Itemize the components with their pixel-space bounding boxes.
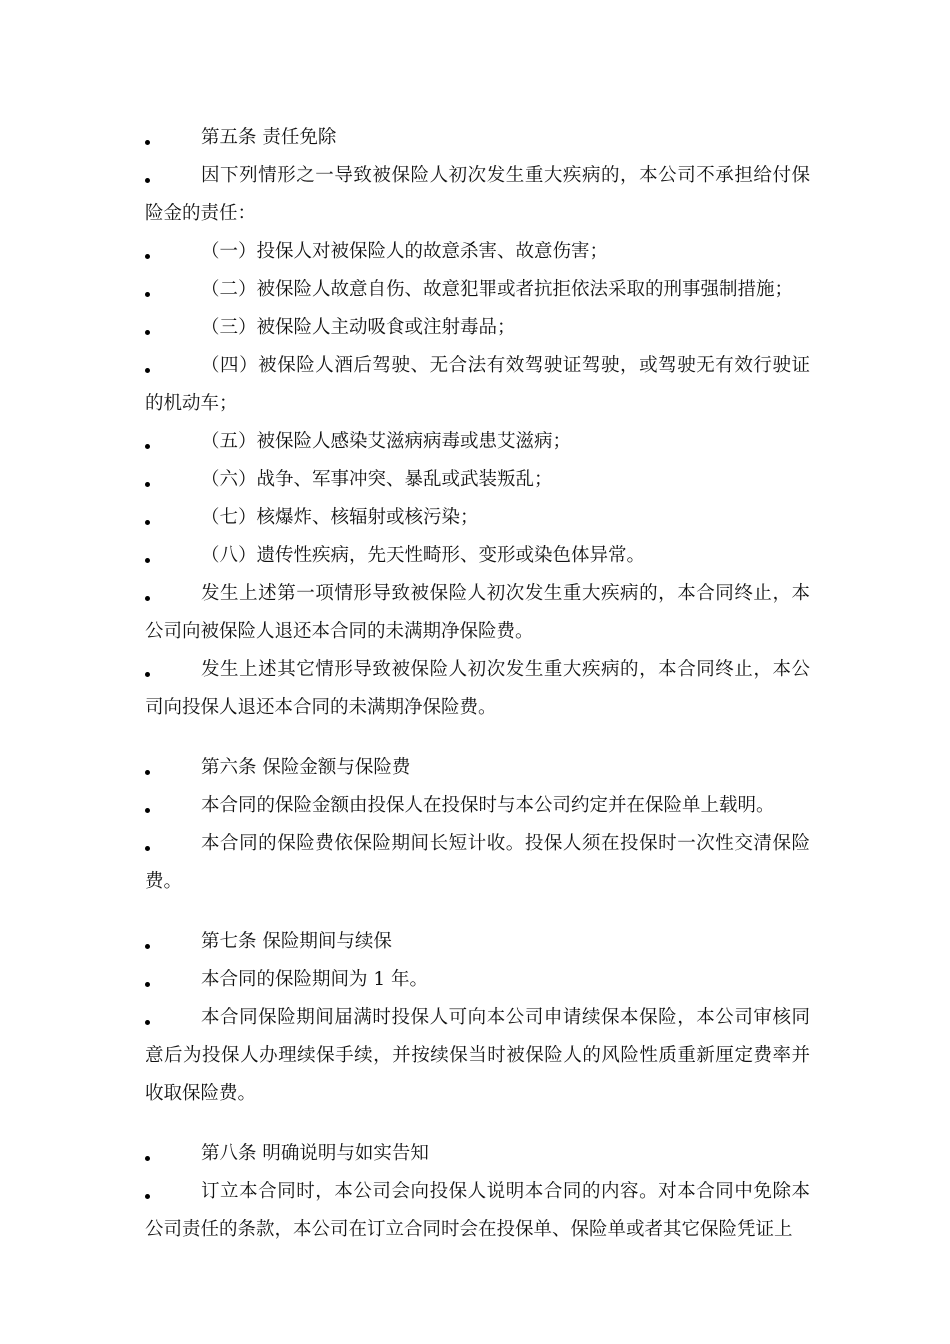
bullet-icon (145, 330, 150, 335)
list-item: （五）被保险人感染艾滋病病毒或患艾滋病； (145, 423, 810, 461)
bullet-icon (145, 178, 150, 183)
bullet-icon (145, 982, 150, 987)
paragraph: 本合同保险期间届满时投保人可向本公司申请续保本保险，本公司审核同意后为投保人办理续保手续，并按续保当时被保险人的风险性质重新厘定费率并收取保险费。 (145, 1007, 810, 1104)
bullet-icon (145, 944, 150, 949)
paragraph: 本合同的保险期间为 1 年。 (145, 961, 810, 999)
bullet-icon (145, 444, 150, 449)
list-item: （六）战争、军事冲突、暴乱或武装叛乱； (145, 461, 810, 499)
bullet-icon (145, 770, 150, 775)
bullet-icon (145, 1020, 150, 1025)
bullet-icon (145, 292, 150, 297)
bullet-icon (145, 482, 150, 487)
paragraph: 订立本合同时，本公司会向投保人说明本合同的内容。对本合同中免除本公司责任的条款，本公司在订立合同时会在投保单、保险单或者其它保险凭证上 (145, 1181, 810, 1240)
paragraph: 发生上述其它情形导致被保险人初次发生重大疾病的，本合同终止，本公司向投保人退还本合同的未满期净保险费。 (145, 659, 810, 718)
paragraph: 本合同的保险金额由投保人在投保时与本公司约定并在保险单上载明。 (145, 787, 810, 825)
list-item: （二）被保险人故意自伤、故意犯罪或者抗拒依法采取的刑事强制措施； (145, 271, 810, 309)
list-item: （一）投保人对被保险人的故意杀害、故意伤害； (145, 233, 810, 271)
paragraph: 本合同的保险费依保险期间长短计收。投保人须在投保时一次性交清保险费。 (145, 833, 810, 892)
paragraph: 因下列情形之一导致被保险人初次发生重大疾病的，本公司不承担给付保险金的责任： (145, 165, 810, 224)
bullet-icon (145, 520, 150, 525)
bullet-icon (145, 558, 150, 563)
article-6-heading: 第六条 保险金额与保险费 (145, 749, 810, 787)
article-7-heading: 第七条 保险期间与续保 (145, 923, 810, 961)
bullet-icon (145, 1194, 150, 1199)
list-item: （七）核爆炸、核辐射或核污染； (145, 499, 810, 537)
bullet-icon (145, 808, 150, 813)
paragraph: 发生上述第一项情形导致被保险人初次发生重大疾病的，本合同终止，本公司向被保险人退还本合同的未满期净保险费。 (145, 583, 810, 642)
bullet-icon (145, 672, 150, 677)
document-body (145, 119, 810, 1249)
list-item: （三）被保险人主动吸食或注射毒品； (145, 309, 810, 347)
article-8-heading: 第八条 明确说明与如实告知 (145, 1135, 810, 1173)
list-item: （四）被保险人酒后驾驶、无合法有效驾驶证驾驶，或驾驶无有效行驶证的机动车； (145, 355, 810, 414)
list-item: （八）遗传性疾病，先天性畸形、变形或染色体异常。 (145, 537, 810, 575)
bullet-icon (145, 254, 150, 259)
bullet-icon (145, 596, 150, 601)
bullet-icon (145, 140, 150, 145)
bullet-icon (145, 846, 150, 851)
bullet-icon (145, 1156, 150, 1161)
article-5-heading: 第五条 责任免除 (145, 119, 810, 157)
bullet-icon (145, 368, 150, 373)
